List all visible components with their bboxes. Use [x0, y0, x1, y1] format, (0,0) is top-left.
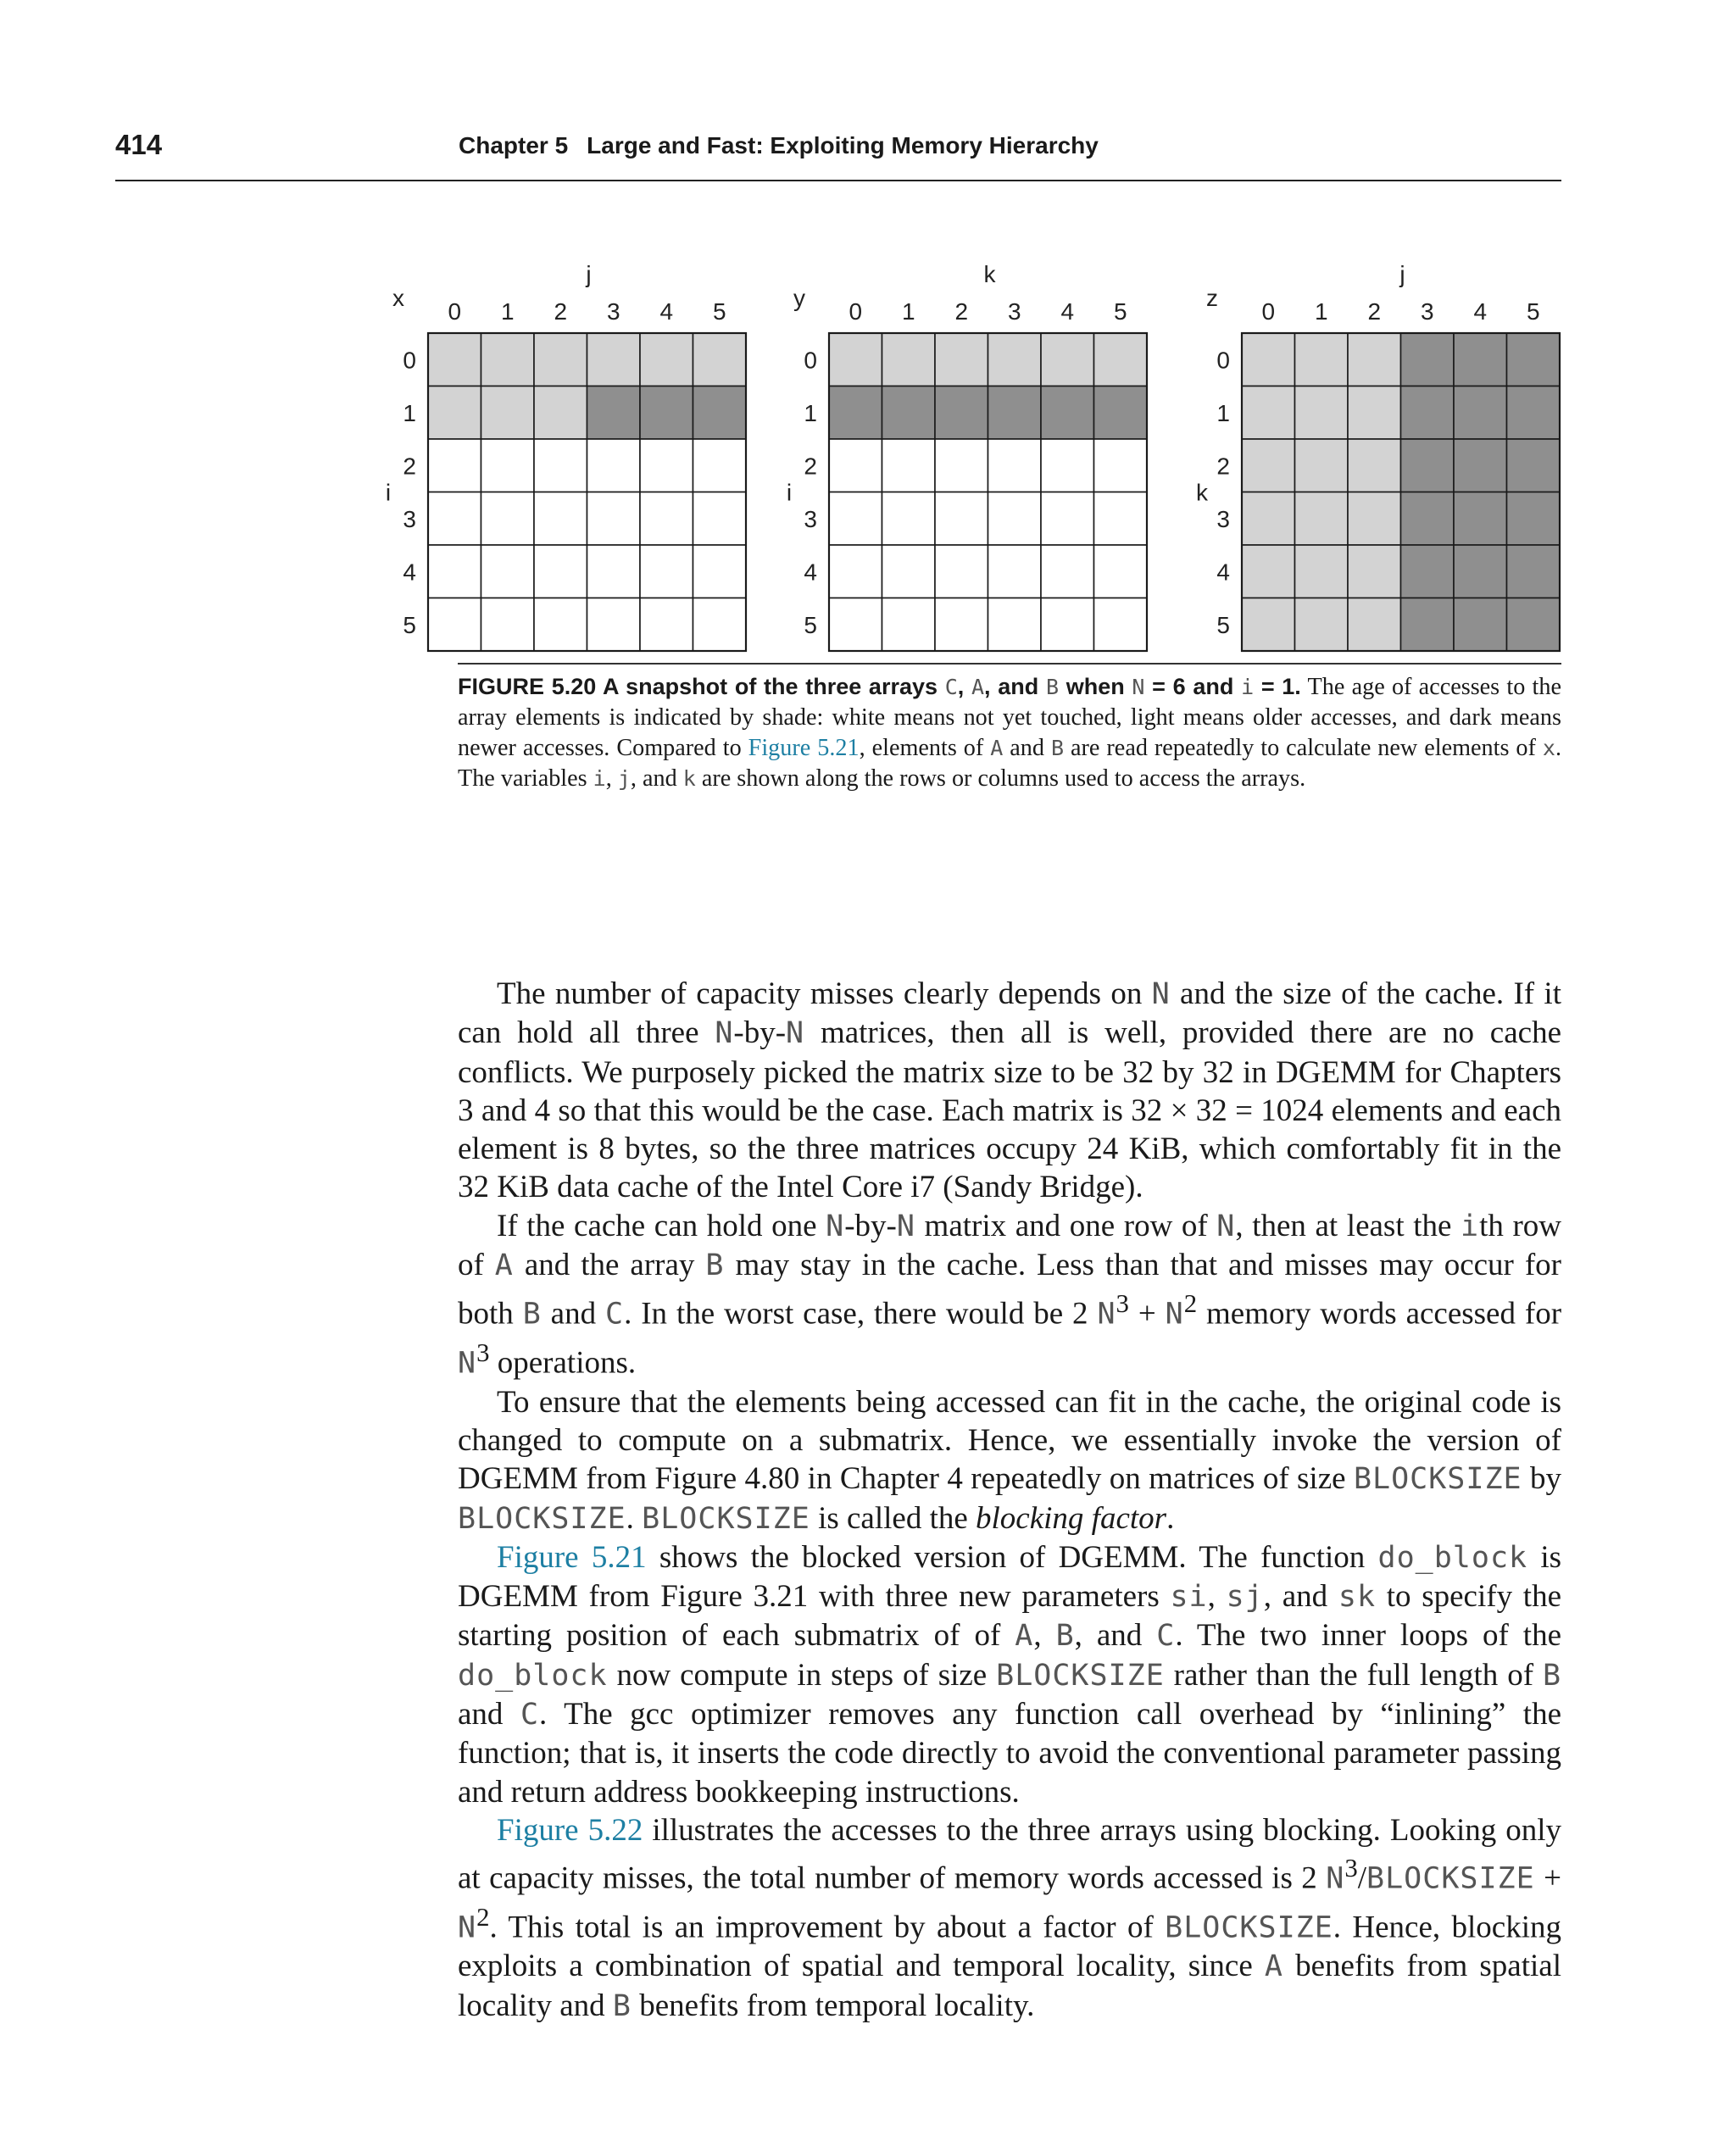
- array-cell-y-4-2: [935, 545, 988, 598]
- array-cell-x-0-4: [640, 333, 693, 386]
- array-cell-z-3-1: [1295, 492, 1349, 546]
- figure-5-22-link[interactable]: Figure 5.22: [497, 1812, 643, 1848]
- figure-5-21-link[interactable]: Figure 5.21: [497, 1539, 647, 1575]
- array-cell-x-2-3: [587, 439, 641, 492]
- array-cell-y-3-3: [988, 492, 1042, 546]
- array-cell-y-4-0: [829, 545, 882, 598]
- col-label: 5: [712, 298, 726, 325]
- array-cell-x-2-5: [693, 439, 747, 492]
- row-label: 3: [804, 505, 817, 532]
- col-label: 0: [1261, 298, 1276, 325]
- row-label: 2: [1216, 453, 1230, 480]
- row-label: 5: [1216, 611, 1230, 638]
- col-variable: j: [1399, 261, 1405, 287]
- array-cell-x-2-2: [534, 439, 587, 492]
- array-cell-x-5-2: [534, 598, 587, 652]
- array-cell-z-4-1: [1295, 545, 1349, 598]
- row-label: 1: [1216, 399, 1230, 426]
- array-cell-z-4-2: [1348, 545, 1401, 598]
- array-cell-z-2-3: [1401, 439, 1455, 492]
- array-cell-x-1-1: [481, 386, 535, 440]
- array-cell-z-1-4: [1454, 386, 1507, 440]
- array-cell-y-3-5: [1094, 492, 1148, 546]
- array-cell-z-4-4: [1454, 545, 1507, 598]
- array-cell-y-0-5: [1094, 333, 1148, 386]
- array-cell-x-5-0: [428, 598, 481, 652]
- array-cell-z-5-3: [1401, 598, 1455, 652]
- row-label: 1: [403, 399, 416, 426]
- array-cell-x-3-0: [428, 492, 481, 546]
- array-cell-x-4-5: [693, 545, 747, 598]
- row-label: 0: [1216, 347, 1230, 374]
- array-cell-z-0-2: [1348, 333, 1401, 386]
- array-cell-y-4-4: [1041, 545, 1094, 598]
- col-label: 1: [1314, 298, 1328, 325]
- array-cell-y-5-4: [1041, 598, 1094, 652]
- array-cell-y-4-1: [882, 545, 936, 598]
- body-text: [458, 975, 1561, 2026]
- array-cell-x-1-3: [587, 386, 641, 440]
- array-cell-x-3-2: [534, 492, 587, 546]
- array-cell-x-2-0: [428, 439, 481, 492]
- row-label: 2: [804, 453, 817, 480]
- row-label: 3: [403, 505, 416, 532]
- array-cell-z-1-2: [1348, 386, 1401, 440]
- array-cell-z-3-2: [1348, 492, 1401, 546]
- array-cell-y-0-2: [935, 333, 988, 386]
- array-cell-z-1-3: [1401, 386, 1455, 440]
- array-cell-z-0-4: [1454, 333, 1507, 386]
- array-cell-z-5-1: [1295, 598, 1349, 652]
- array-cell-x-1-0: [428, 386, 481, 440]
- figure-caption: FIGURE 5.20 A snapshot of the three arrays C, A, and B when N = 6 and i = 1. The age of accesses to the array elements is indicated by shade: white means not yet touched, light means older accesses, and dark means newer accesses. Compared to Figure 5.21, elements of A and B are read repeatedly to calculate new elements of x. The variables i, j, and k are shown along the rows or columns used to access the arrays.: [458, 674, 1562, 792]
- array-cell-x-3-4: [640, 492, 693, 546]
- page-number: 414: [115, 129, 163, 160]
- array-cell-x-4-1: [481, 545, 535, 598]
- array-cell-x-3-1: [481, 492, 535, 546]
- array-cell-z-1-1: [1295, 386, 1349, 440]
- array-cell-z-3-3: [1401, 492, 1455, 546]
- array-cell-z-3-5: [1507, 492, 1561, 546]
- array-cell-z-2-2: [1348, 439, 1401, 492]
- paragraph: The number of capacity misses clearly depends on N and the size of the cache. If it can hold all three N-by-N matrices, then all is well, provided there are no cache conflicts. We purposely picked the matrix size to be 32 by 32 in DGEMM for Chapters 3 and 4 so that this would be the case. Each matrix is 32 × 32 = 1024 elements and each element is 8 bytes, so the three matrices occupy 24 KiB, which comfortably fit in the 32 KiB data cache of the Intel Core i7 (Sandy Bridge).: [458, 976, 1561, 1205]
- array-cell-y-1-4: [1041, 386, 1094, 440]
- figure-5-20: [0, 0, 1736, 678]
- col-label: 4: [659, 298, 674, 325]
- array-cell-y-0-0: [829, 333, 882, 386]
- array-cell-y-2-0: [829, 439, 882, 492]
- array-cell-z-1-5: [1507, 386, 1561, 440]
- array-cell-x-0-3: [587, 333, 641, 386]
- array-cell-z-5-4: [1454, 598, 1507, 652]
- col-label: 1: [500, 298, 515, 325]
- array-cell-z-0-1: [1295, 333, 1349, 386]
- array-cell-y-5-5: [1094, 598, 1148, 652]
- array-cell-z-1-0: [1242, 386, 1295, 440]
- array-cell-x-4-0: [428, 545, 481, 598]
- array-cell-z-5-5: [1507, 598, 1561, 652]
- array-cell-x-5-1: [481, 598, 535, 652]
- array-cell-y-5-3: [988, 598, 1042, 652]
- array-cell-x-5-4: [640, 598, 693, 652]
- array-cell-y-1-0: [829, 386, 882, 440]
- array-cell-z-2-0: [1242, 439, 1295, 492]
- row-label: 3: [1216, 505, 1230, 532]
- col-label: 4: [1473, 298, 1488, 325]
- array-cell-y-5-2: [935, 598, 988, 652]
- array-cell-x-0-0: [428, 333, 481, 386]
- array-cell-x-1-4: [640, 386, 693, 440]
- row-label: 4: [1216, 559, 1230, 586]
- array-cell-z-0-0: [1242, 333, 1295, 386]
- col-label: 5: [1526, 298, 1540, 325]
- col-label: 3: [1007, 298, 1021, 325]
- col-label: 0: [849, 298, 863, 325]
- col-label: 0: [448, 298, 462, 325]
- array-cell-x-3-3: [587, 492, 641, 546]
- col-variable: k: [983, 261, 996, 287]
- array-cell-x-4-2: [534, 545, 587, 598]
- caption-title: FIGURE 5.20 A snapshot of the three arrays C, A, and B when N = 6 and i = 1.: [458, 674, 1301, 699]
- row-label: 5: [403, 611, 416, 638]
- array-name: y: [793, 285, 805, 311]
- col-label: 4: [1060, 298, 1075, 325]
- col-label: 3: [1420, 298, 1434, 325]
- col-label: 2: [554, 298, 568, 325]
- array-cell-z-5-2: [1348, 598, 1401, 652]
- array-cell-y-3-0: [829, 492, 882, 546]
- array-cell-y-1-3: [988, 386, 1042, 440]
- array-cell-y-5-0: [829, 598, 882, 652]
- array-cell-z-2-5: [1507, 439, 1561, 492]
- array-cell-x-3-5: [693, 492, 747, 546]
- array-cell-y-4-3: [988, 545, 1042, 598]
- row-variable: k: [1196, 479, 1208, 506]
- col-variable: j: [586, 261, 592, 287]
- row-label: 0: [403, 347, 416, 374]
- array-cell-z-3-4: [1454, 492, 1507, 546]
- array-cell-z-2-4: [1454, 439, 1507, 492]
- row-label: 2: [403, 453, 416, 480]
- row-label: 0: [804, 347, 817, 374]
- array-cell-z-4-5: [1507, 545, 1561, 598]
- array-cell-y-2-1: [882, 439, 936, 492]
- array-cell-y-0-3: [988, 333, 1042, 386]
- array-name: z: [1206, 285, 1218, 311]
- chapter-label: Chapter 5: [459, 132, 569, 158]
- array-cell-y-2-5: [1094, 439, 1148, 492]
- array-cell-z-4-3: [1401, 545, 1455, 598]
- row-variable: i: [385, 479, 392, 506]
- array-cell-x-4-3: [587, 545, 641, 598]
- array-cell-y-3-4: [1041, 492, 1094, 546]
- array-cell-y-2-3: [988, 439, 1042, 492]
- col-label: 2: [1367, 298, 1382, 325]
- array-cell-y-1-1: [882, 386, 936, 440]
- array-cell-x-0-5: [693, 333, 747, 386]
- array-cell-x-0-1: [481, 333, 535, 386]
- row-variable: i: [786, 479, 793, 506]
- paragraph: If the cache can hold one N-by-N matrix and one row of N, then at least the ith row of A and the array B may stay in the cache. Less than that and misses may occur for both B and C. In the worst case, there would be 2 $N^3 + N^2$ memory words accessed for $N^3$ operations.: [458, 1208, 1562, 1381]
- row-label: 5: [804, 611, 817, 638]
- array-cell-z-2-1: [1295, 439, 1349, 492]
- array-cell-y-1-2: [935, 386, 988, 440]
- array-cell-z-0-3: [1401, 333, 1455, 386]
- array-cell-x-5-3: [587, 598, 641, 652]
- array-cell-y-2-2: [935, 439, 988, 492]
- array-cell-y-5-1: [882, 598, 936, 652]
- row-label: 4: [804, 559, 817, 586]
- col-label: 2: [954, 298, 969, 325]
- array-cell-y-0-4: [1041, 333, 1094, 386]
- array-cell-z-4-0: [1242, 545, 1295, 598]
- chapter-title: Large and Fast: Exploiting Memory Hierarchy: [587, 132, 1099, 158]
- array-diagram: [0, 0, 1736, 678]
- array-cell-z-0-5: [1507, 333, 1561, 386]
- row-label: 4: [403, 559, 416, 586]
- array-cell-x-4-4: [640, 545, 693, 598]
- figure-rule: [458, 663, 1561, 665]
- array-name: x: [392, 285, 404, 311]
- col-label: 1: [901, 298, 915, 325]
- figure-5-21-link[interactable]: Figure 5.21: [748, 735, 860, 761]
- array-cell-z-5-0: [1242, 598, 1295, 652]
- array-cell-x-5-5: [693, 598, 747, 652]
- array-cell-y-4-5: [1094, 545, 1148, 598]
- array-cell-z-3-0: [1242, 492, 1295, 546]
- array-cell-y-1-5: [1094, 386, 1148, 440]
- array-cell-x-1-5: [693, 386, 747, 440]
- array-cell-y-2-4: [1041, 439, 1094, 492]
- col-label: 3: [606, 298, 620, 325]
- paragraph: Figure 5.21 shows the blocked version of DGEMM. The function do_block is DGEMM from Figure 3.21 with three new parameters si, sj, and sk to specify the starting position of each submatrix of of A, B, and C. The two inner loops of the do_block now compute in steps of size BLOCKSIZE rather than the full length of B and C. The gcc optimizer removes any function call overhead by “inlining” the function; that is, it inserts the code directly to avoid the conventional parameter passing and return address bookkeeping instructions.: [458, 1539, 1562, 1810]
- col-label: 5: [1113, 298, 1127, 325]
- array-cell-y-3-1: [882, 492, 936, 546]
- array-cell-y-0-1: [882, 333, 936, 386]
- array-cell-x-2-1: [481, 439, 535, 492]
- paragraph: Figure 5.22 illustrates the accesses to the three arrays using blocking. Looking only at capacity misses, the total number of memory words accessed is 2 $N^3$/BLOCKSIZE + $N^2$. This total is an improvement by about a factor of BLOCKSIZE. Hence, blocking exploits a combination of spatial and temporal locality, since A benefits from spatial locality and B benefits from temporal locality.: [458, 1812, 1561, 2023]
- array-cell-y-3-2: [935, 492, 988, 546]
- array-cell-x-0-2: [534, 333, 587, 386]
- array-cell-x-1-2: [534, 386, 587, 440]
- row-label: 1: [804, 399, 817, 426]
- array-cell-x-2-4: [640, 439, 693, 492]
- paragraph: To ensure that the elements being accessed can fit in the cache, the original code is changed to compute on a submatrix. Hence, we essentially invoke the version of DGEMM from Figure 4.80 in Chapter 4 repeatedly on matrices of size BLOCKSIZE by BLOCKSIZE. BLOCKSIZE is called the blocking factor.: [458, 1384, 1561, 1536]
